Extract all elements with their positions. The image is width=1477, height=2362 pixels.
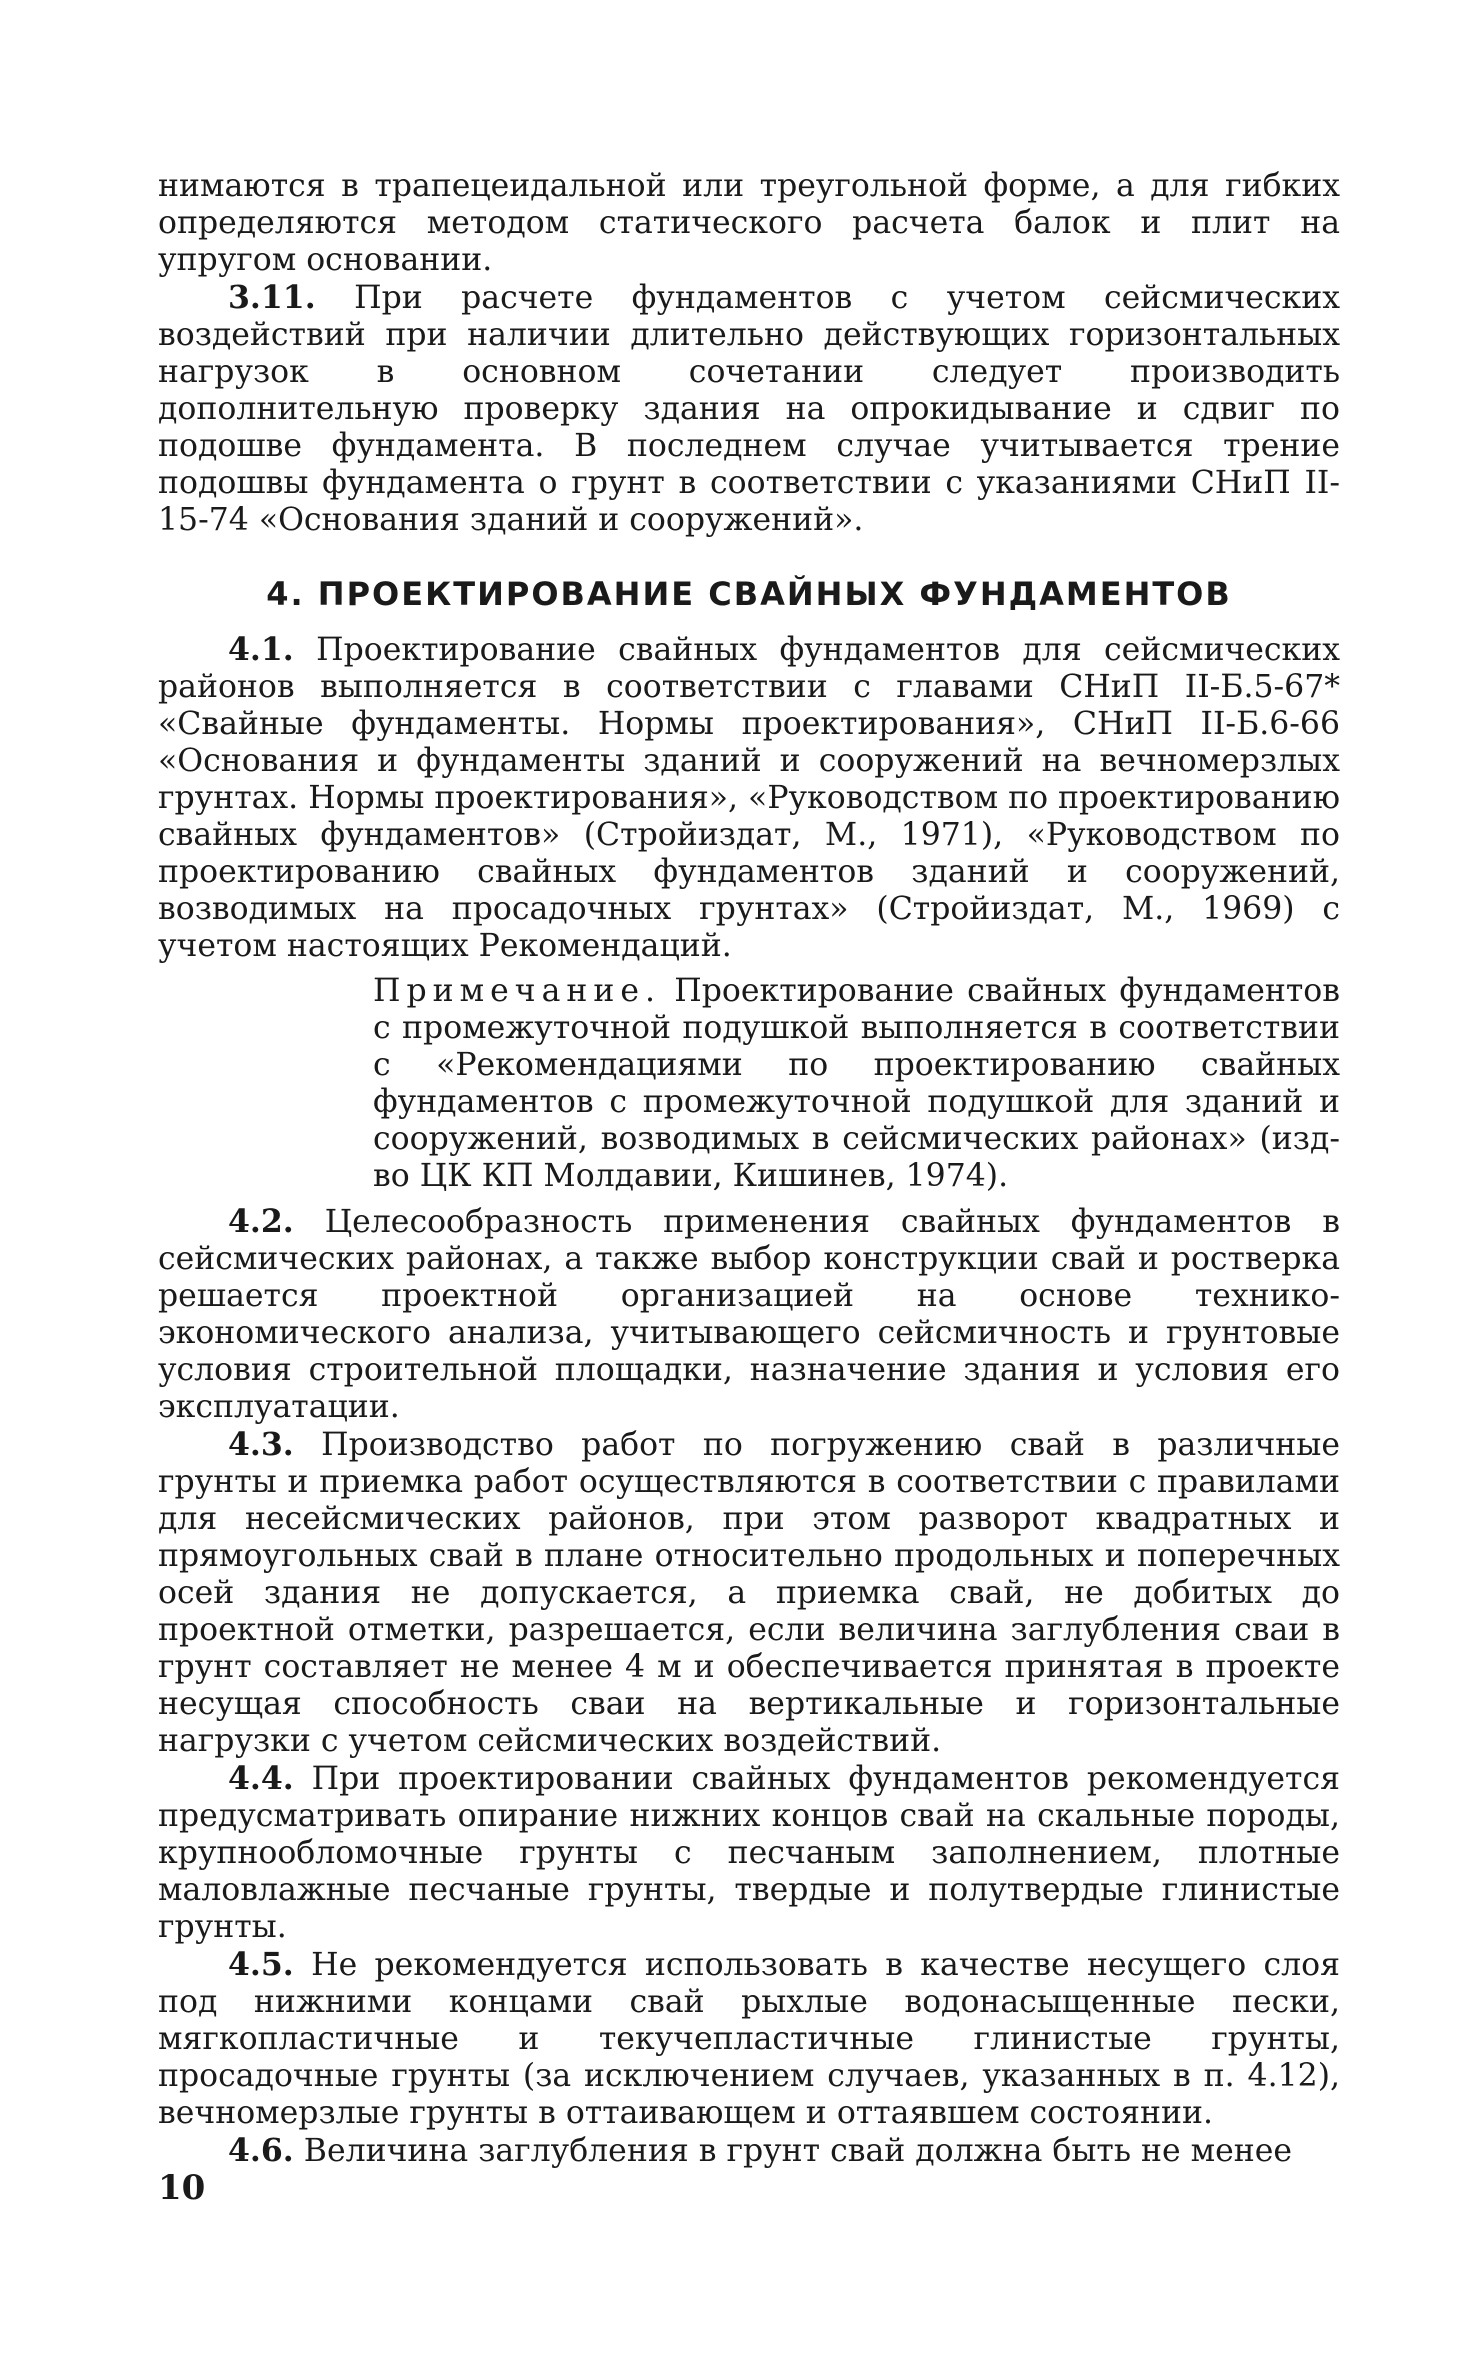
paragraph-text: Величина заглубления в грунт свай должна быть не менее [303, 2133, 1293, 2169]
document-page [158, 168, 1340, 2170]
paragraph-number: 4.5. [228, 1946, 294, 1983]
intro-text: нимаются в трапецеидальной или треугольной форме, а для гибких определяются методом статического расчета балок и плит на упругом основании. [158, 168, 1340, 278]
paragraph-text: Проектирование свайных фундаментов для сейсмических районов выполняется в соответствии с главами СНиП II-Б.5-67* «Свайные фундаменты. Нормы проектирования», СНиП II-Б.6-66 «Основания и фундаменты зданий и сооружений на вечномерзлых грунтах. Нормы проектирования», «Руководством по проектированию свайных фундаментов» (Стройиздат, М., 1971), «Руководством по проектированию свайных фундаментов зданий и сооружений, возводимых на просадочных грунтах» (Стройиздат, М., 1969) с учетом настоящих Рекомендаций. [158, 632, 1341, 964]
paragraph-number: 4.3. [228, 1426, 294, 1463]
paragraph-text: При расчете фундаментов с учетом сейсмических воздействий при наличии длительно действующих горизонтальных нагрузок в основном сочетании следует производить дополнительную проверку здания на опрокидывание и сдвиг по подошве фундамента. В последнем случае учитывается трение подошвы фундамента о грунт в соответствии с указаниями СНиП II-15-74 «Основания зданий и сооружений». [158, 280, 1340, 538]
paragraph-3-11 [158, 279, 1340, 539]
paragraph-4-5 [158, 1946, 1340, 2132]
paragraph-number: 4.4. [228, 1760, 294, 1797]
paragraph-text: Производство работ по погружению свай в различные грунты и приемка работ осуществляются в соответствии с правилами для несейсмических районов, при этом разворот квадратных и прямоугольных свай в плане относительно продольных и поперечных осей здания не допускается, а приемка свай, не добитых до проектной отметки, разрешается, если величина заглубления сваи в грунт составляет не менее 4 м и обеспечивается принятая в проекте несущая способность сваи на вертикальные и горизонтальные нагрузки с учетом сейсмических воздействий. [158, 1427, 1341, 1759]
section-heading: 4. ПРОЕКТИРОВАНИЕ СВАЙНЫХ ФУНДАМЕНТОВ [266, 575, 1232, 613]
note-text: Проектирование свайных фундаментов с промежуточной подушкой выполняется в соответствии с «Рекомендациями по проектированию свайных фундаментов с промежуточной подушкой для зданий и сооружений, возводимых в сейсмических районах» (изд-во ЦК КП Молдавии, Кишинев, 1974). [373, 973, 1340, 1194]
paragraph-number: 4.2. [228, 1203, 294, 1240]
paragraph-4-6 [158, 2132, 1340, 2170]
paragraph-4-1 [158, 631, 1340, 965]
note-block [373, 973, 1340, 1195]
intro-paragraph [158, 168, 1340, 279]
paragraph-number: 4.6. [228, 2132, 294, 2169]
page-number: 10 [158, 2168, 206, 2208]
paragraph-number: 4.1. [228, 631, 294, 668]
note-label: Примечание. [373, 973, 662, 1009]
paragraph-number: 3.11. [228, 279, 316, 316]
paragraph-text: Целесообразность применения свайных фундаментов в сейсмических районах, а также выбор конструкции свай и ростверка решается проектной организацией на основе технико-экономического анализа, учитывающего сейсмичность и грунтовые условия строительной площадки, назначение здания и условия его эксплуатации. [158, 1204, 1341, 1425]
paragraph-text: При проектировании свайных фундаментов рекомендуется предусматривать опирание нижних концов свай на скальные породы, крупнообломочные грунты с песчаным заполнением, плотные маловлажные песчаные грунты, твердые и полутвердые глинистые грунты. [158, 1761, 1340, 1945]
paragraph-4-2 [158, 1203, 1340, 1426]
paragraph-text: Не рекомендуется использовать в качестве несущего слоя под нижними концами свай рыхлые водонасыщенные пески, мягкопластичные и текучепластичные глинистые грунты, просадочные грунты (за исключением случаев, указанных в п. 4.12), вечномерзлые грунты в оттаивающем и оттаявшем состоянии. [158, 1947, 1340, 2131]
paragraph-4-3 [158, 1426, 1340, 1760]
paragraph-4-4 [158, 1760, 1340, 1946]
